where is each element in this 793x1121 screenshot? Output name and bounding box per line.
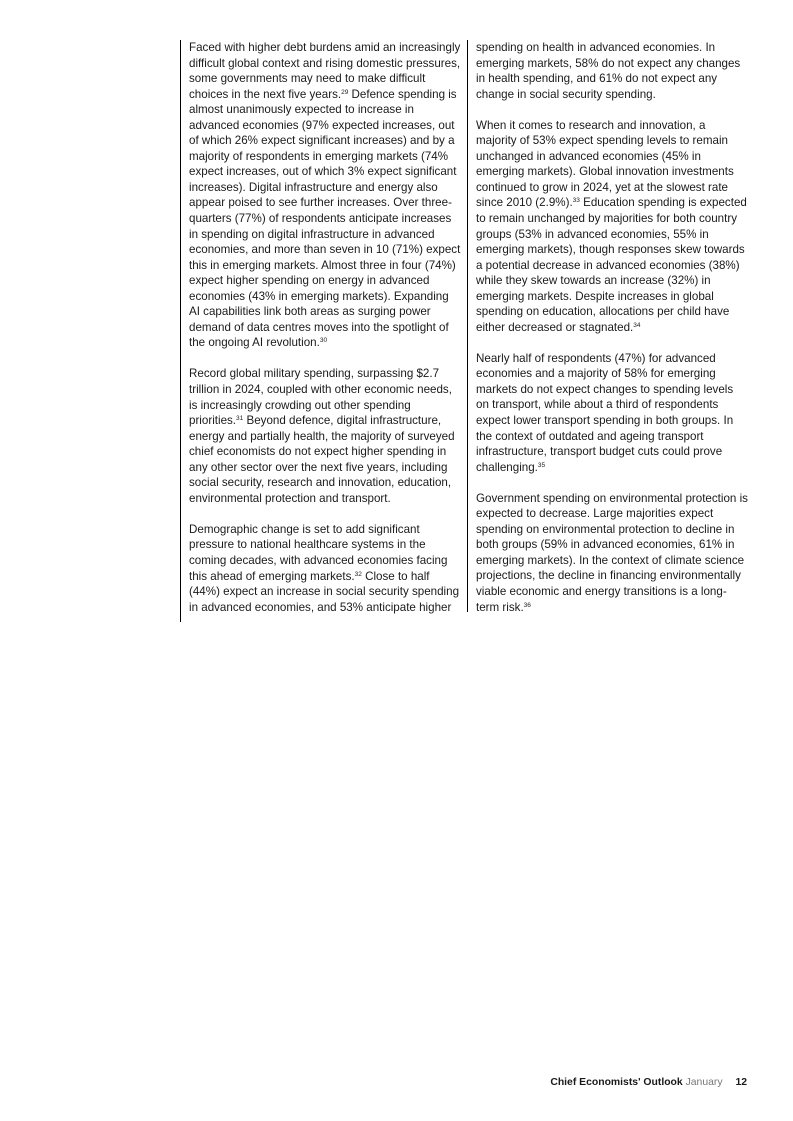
right-text-column (467, 40, 748, 612)
page-footer (550, 1077, 747, 1088)
paragraph-fiscal-choices: Faced with higher debt burdens amid an increasingly difficult global context and rising domestic pressures, some governments may need to make difficult choices in the next five years.$^{29}$ Defence spending is almost unanimously expected to increase in advanced economies (97% expected increases, out of which 26% expect significant increases) and by a majority of respondents in emerging markets (74% expect increases, out of which 3% expect significant increases). Digital infrastructure and energy also appear poised to see further increases. Over three-quarters (77%) of respondents anticipate increases in spending on digital infrastructure in advanced economies, and more than seven in 10 (71%) expect this in emerging markets. Almost three in four (74%) expect higher spending on energy in advanced economies (43% in emerging markets). Expanding AI capabilities link both areas as surging power demand of data centres moves into the spotlight of the ongoing AI revolution.$^{30}$ (189, 41, 461, 350)
page-number: 12 (735, 1077, 747, 1088)
left-text-column (180, 40, 461, 622)
publication-month: January (685, 1077, 723, 1088)
publication-title: Chief Economists' Outlook (550, 1077, 683, 1088)
paragraph-transport: Nearly half of respondents (47%) for advanced economies and a majority of 58% for emerging markets do not expect changes to spending levels on transport, while about a third of respondents expect lower transport spending in both groups. In the context of outdated and ageing transport infrastructure, transport budget cuts could prove challenging.$^{35}$ (476, 351, 734, 474)
paragraph-environment: Government spending on environmental protection is expected to decrease. Large majorities expect spending on environmental protection to decline in both groups (59% in advanced economies, 61% in emerging markets). In the context of climate science projections, the decline in financing environmentally viable economic and energy transitions is a long-term risk.$^{36}$ (476, 491, 748, 614)
footnote-ref[interactable]: 30 (319, 337, 328, 345)
paragraph-demographic-change: Demographic change is set to add significant pressure to national healthcare systems in the coming decades, with advanced economies facing this ahead of emerging markets.$^{32}$ Close to half (44%) expect an increase in social security spending in advanced economies, and 53% anticipate higher (189, 522, 460, 614)
footnote-ref[interactable]: 31 (236, 415, 244, 423)
paragraph-military-spending: Record global military spending, surpassing $2.7 trillion in 2024, coupled with other economic needs, is increasingly crowding out other spending priorities.$^{31}$ Beyond defence, digital infrastructure, energy and partially health, the majority of surveyed chief economists do not expect higher spending in any other sector over the next five years, including social security, research and innovation, education, environmental protection and transport. (189, 367, 455, 505)
paragraph-health-spending: spending on health in advanced economies. In emerging markets, 58% do not expect any changes in health spending, and 61% do not expect any change in social security spending. (476, 41, 741, 101)
footnote-ref[interactable]: 34 (633, 321, 641, 329)
footnote-ref[interactable]: 36 (523, 601, 531, 609)
footnote-ref[interactable]: 35 (537, 461, 546, 469)
paragraph-research-innovation: When it comes to research and innovation, a majority of 53% expect spending levels to remain unchanged in advanced economies (45% in emerging markets). Global innovation investments continued to grow in 2024, yet at the slowest rate since 2010 (2.9%).$^{33}$ Education spending is expected to remain unchanged by majorities for both country groups (53% in advanced economies, 55% in emerging markets), though responses skew towards a potential decrease in advanced economies (38%) while they skew towards an increase (32%) in emerging markets. Despite increases in global spending on education, allocations per child have either decreased or stagnated.$^{34}$ (476, 118, 747, 334)
footnote-ref[interactable]: 32 (354, 570, 362, 578)
footnote-ref[interactable]: 33 (572, 197, 580, 205)
footnote-ref[interactable]: 29 (341, 88, 349, 96)
